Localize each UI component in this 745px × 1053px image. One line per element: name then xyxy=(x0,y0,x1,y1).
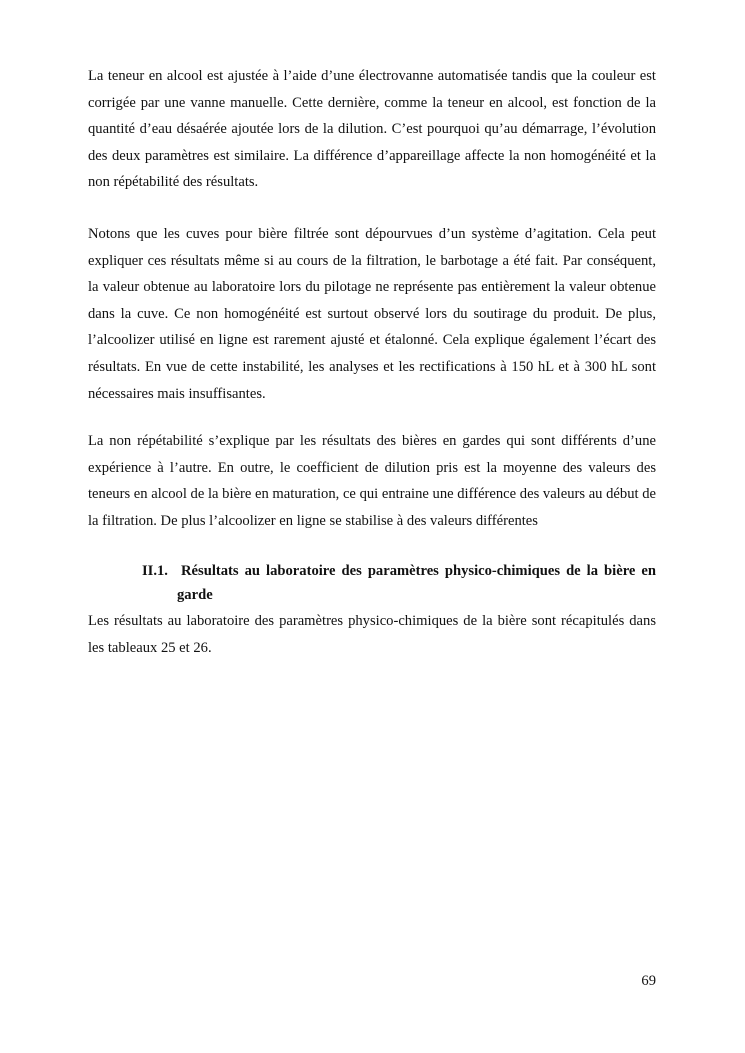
page-number: 69 xyxy=(641,973,656,989)
heading-word: laboratoire xyxy=(266,563,336,579)
heading-word: en xyxy=(641,563,656,579)
heading-word: de xyxy=(566,563,581,579)
section-heading-line xyxy=(142,558,656,585)
heading-word: physico-chimiques xyxy=(444,563,561,579)
paragraph-alcohol-adjustment: La teneur en alcool est ajustée à l’aide d’une électrovanne automatisée tandis que la couleur est corrigée par une vanne manuelle. Cette dernière, comme la teneur en alcool, est fonction de la quantité d’eau désaérée ajoutée lors de la dilution. C’est pourquoi qu’au démarrage, l’évolution des deux paramètres est similaire. La différence d’appareillage affecte la non homogénéité et la non répétabilité des résultats. xyxy=(88,68,656,191)
paragraph-filtered-beer-tanks: Notons que les cuves pour bière filtrée sont dépourvues d’un système d’agitation. Cela peut expliquer ces résultats même si au cours de la filtration, le barbotage a été fait. Par conséquent, la valeur obtenue au laboratoire lors du pilotage ne représente pas entièrement la valeur obtenue dans la cuve. Ce non homogénéité est surtout observé lors du soutirage du produit. De plus, l’alcoolizer utilisé en ligne est rarement ajusté et étalonné. Cela explique également l’écart des résultats. En vue de cette instabilité, les analyses et les rectifications à 150 hL et à 300 hL sont nécessaires mais insuffisantes. xyxy=(88,226,656,402)
paragraph-results-intro: Les résultats au laboratoire des paramètres physico-chimiques de la bière sont récapitulés dans les tableaux 25 et 26. xyxy=(88,613,656,656)
heading-word: paramètres xyxy=(367,563,439,579)
section-number: II.1. xyxy=(142,563,168,579)
heading-word: des xyxy=(341,563,362,579)
heading-word: la xyxy=(586,563,599,579)
section-heading-continuation: garde xyxy=(177,586,213,603)
heading-word: au xyxy=(244,563,261,579)
section-heading xyxy=(142,558,656,608)
heading-word: Résultats xyxy=(181,563,239,579)
paragraph-non-repeatability: La non répétabilité s’explique par les résultats des bières en gardes qui sont différents d’une expérience à l’autre. En outre, le coefficient de dilution pris est la moyenne des valeurs des teneurs en alcool de la bière en maturation, ce qui entraine une différence des valeurs au début de la filtration. De plus l’alcoolizer en ligne se stabilise à des valeurs différentes xyxy=(88,433,656,529)
heading-word: bière xyxy=(604,563,636,579)
